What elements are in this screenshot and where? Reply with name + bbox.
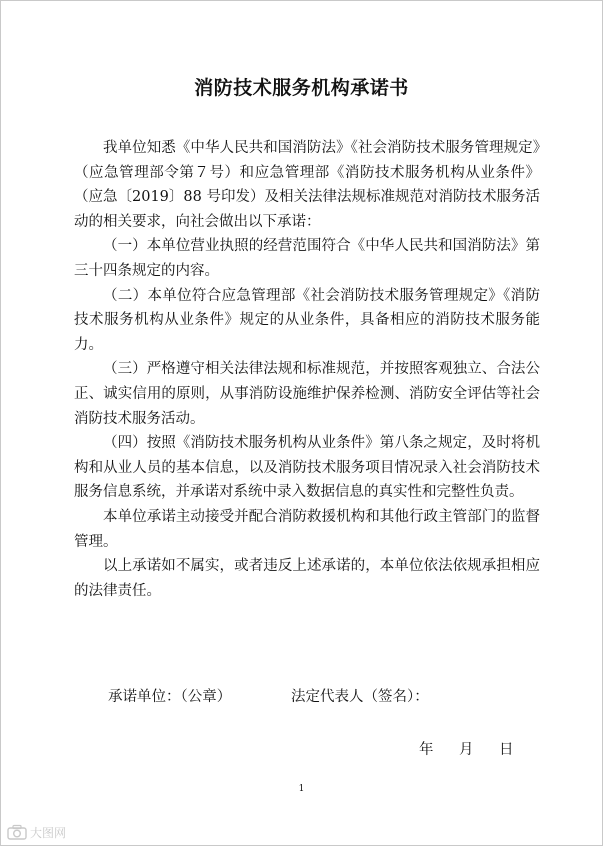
watermark [7,823,66,841]
date-month-label: 月 [459,742,474,758]
document-title: 消防技术服务机构承诺书 [194,77,409,99]
paragraph-commitment-1: （一）本单位营业执照的经营范围符合《中华人民共和国消防法》第三十四条规定的内容。 [74,238,540,279]
page-number: 1 [298,784,305,794]
date-day-label: 日 [499,742,514,758]
document-body [74,136,540,603]
signature-representative-label: 法定代表人（签名）： [291,689,429,705]
paragraph-commitment-3: （三）严格遵守相关法律法规和标准规范，并按照客观独立、合法公正、诚实信用的原则，从事消防设施维护保养检测、消防安全评估等社会消防技术服务活动。 [74,361,540,427]
paragraph-supervision: 本单位承诺主动接受并配合消防救援机构和其他行政主管部门的监督管理。 [74,508,540,550]
signature-unit-label: 承诺单位：（公章） [108,689,232,705]
paragraph-commitment-4: （四）按照《消防技术服务机构从业条件》第八条之规定，及时将机构和从业人员的基本信息，以及消防技术服务项目情况录入社会消防技术服务信息系统，并承诺对系统中录入数据信息的真实性和完整性负责。 [74,435,540,501]
paragraph-commitment-2: （二）本单位符合应急管理部《社会消防技术服务管理规定》《消防技术服务机构从业条件》规定的从业条件，具备相应的消防技术服务能力。 [74,287,540,353]
watermark-text: 大图网 [30,825,67,840]
paragraph-intro: 我单位知悉《中华人民共和国消防法》《社会消防技术服务管理规定》（应急管理部令第７号）和应急管理部《消防技术服务机构从业条件》（应急〔2019〕88 号印发）及相关法律法规标准规范对消防技术服务活动的相关要求，向社会做出以下承诺： [74,140,540,230]
paragraph-liability: 以上承诺如不属实，或者违反上述承诺的，本单位依法依规承担相应的法律责任。 [74,558,540,599]
camera-icon [7,824,27,840]
date-year-label: 年 [419,742,434,758]
